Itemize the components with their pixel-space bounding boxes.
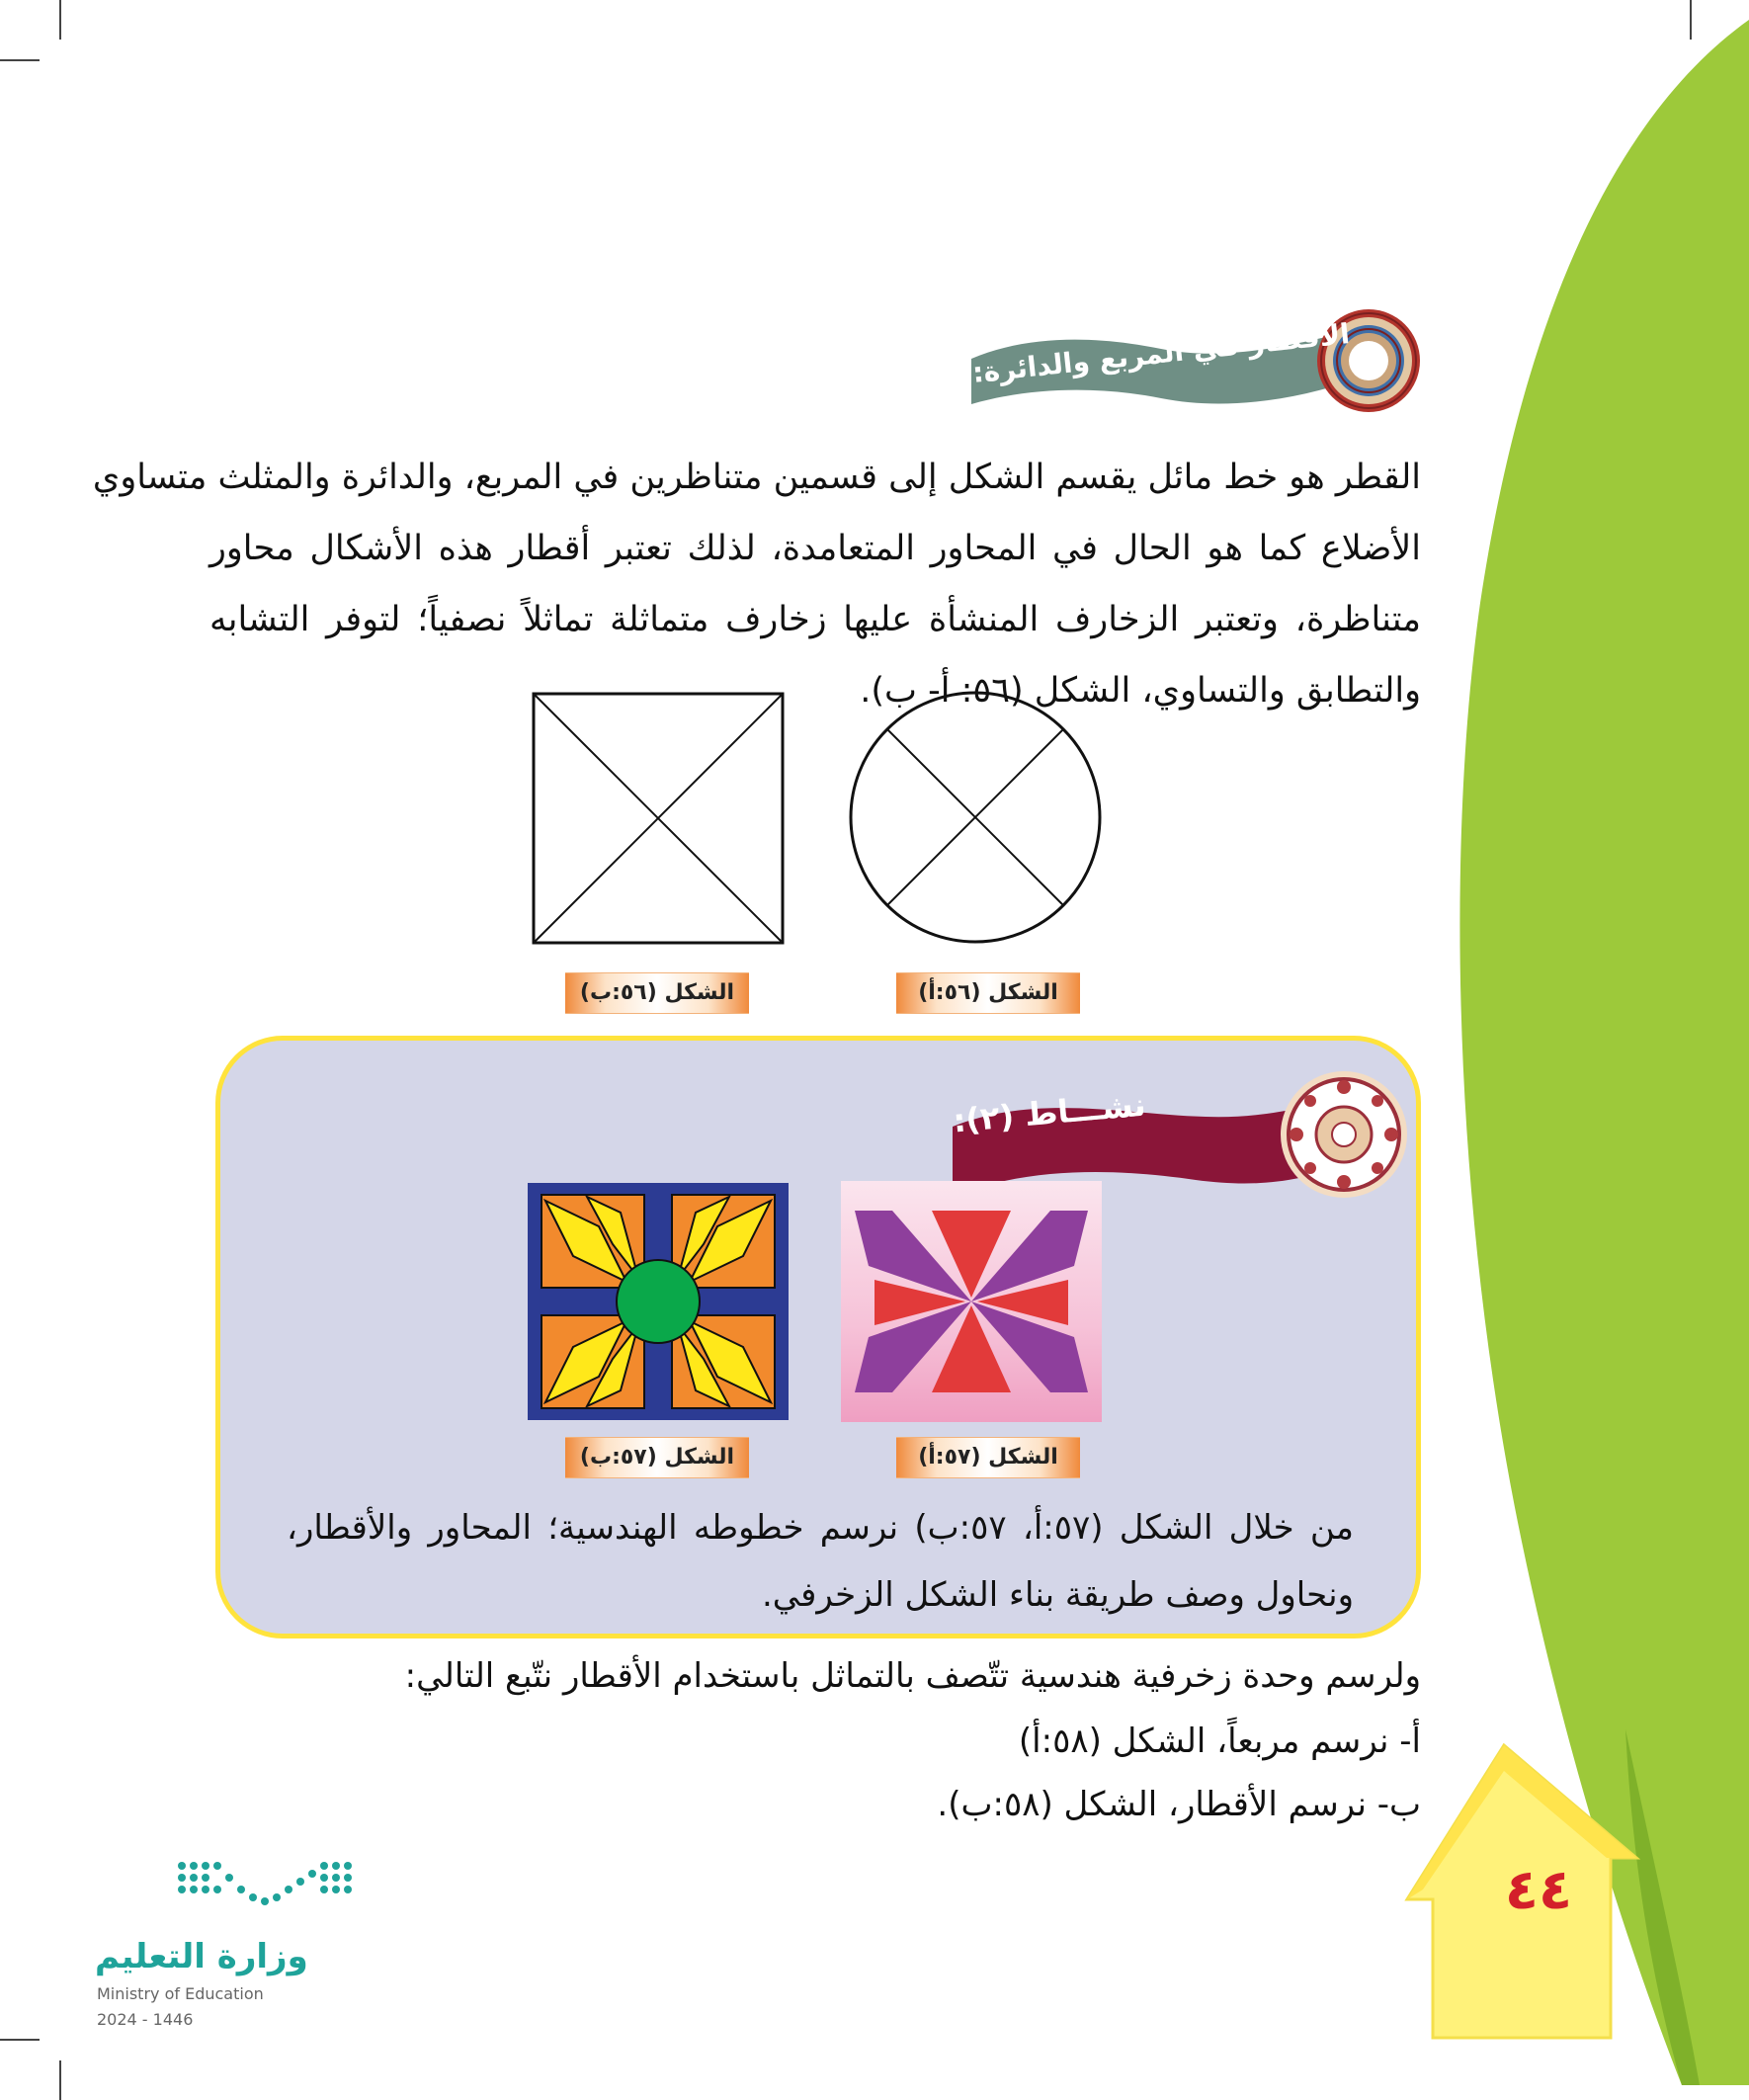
crop-mark <box>0 59 40 61</box>
activity-line: ونحاول وصف طريقة بناء الشكل الزخرفي. <box>761 1575 1354 1615</box>
intro-line: الأضلاع كما هو الحال في المحاور المتعامدة، لذلك تعتبر أقطار هذه الأشكال محاور <box>209 529 1421 568</box>
ministry-logo-dots-icon <box>176 1860 352 1907</box>
intro-line: والتطابق والتساوي، الشكل (٥٦: أ- ب). <box>860 671 1421 711</box>
caption-57a: الشكل (٥٧:أ) <box>896 1437 1080 1478</box>
ministry-name-arabic: وزارة التعليم <box>95 1937 308 1976</box>
figure-57a-ornament <box>841 1181 1102 1422</box>
crop-mark <box>59 2060 61 2100</box>
caption-56a: الشكل (٥٦:أ) <box>896 972 1080 1014</box>
figure-56b-square-diagonals <box>532 692 785 945</box>
activity-line: من خلال الشكل (٥٧:أ، ٥٧:ب) نرسم خطوطه الهندسية؛ المحاور والأقطار، <box>287 1508 1354 1548</box>
activity-title: نشـــاط (٢): <box>952 1085 1147 1140</box>
figure-57b-ornament <box>528 1183 789 1420</box>
section-title: الأقطار في المربع والدائرة: <box>970 317 1352 389</box>
crop-mark <box>59 0 61 40</box>
figure-56a-circle-diagonals <box>848 690 1103 945</box>
step-b: ب- نرسم الأقطار، الشكل (٥٨:ب). <box>937 1785 1421 1824</box>
ministry-name-english: Ministry of Education <box>97 1984 264 2003</box>
caption-56b: الشكل (٥٦:ب) <box>565 972 749 1014</box>
step-a: أ- نرسم مربعاً، الشكل (٥٨:أ) <box>1018 1722 1421 1761</box>
intro-line: القطر هو خط مائل يقسم الشكل إلى قسمين متناظرين في المربع، والدائرة والمثلث متساوي <box>92 458 1421 497</box>
steps-intro: ولرسم وحدة زخرفية هندسية تتّصف بالتماثل باستخدام الأقطار نتّبع التالي: <box>404 1656 1421 1696</box>
page-number: ٤٤ <box>1504 1858 1573 1922</box>
intro-paragraph <box>92 442 1421 726</box>
intro-line: متناظرة، وتعتبر الزخارف المنشأة عليها زخارف متماثلة تماثلاً نصفياً؛ لتوفر التشابه <box>209 600 1421 639</box>
caption-57b: الشكل (٥٧:ب) <box>565 1437 749 1478</box>
edition-year: 2024 - 1446 <box>97 2010 194 2029</box>
activity-paragraph <box>287 1494 1354 1629</box>
crop-mark <box>0 2039 40 2041</box>
